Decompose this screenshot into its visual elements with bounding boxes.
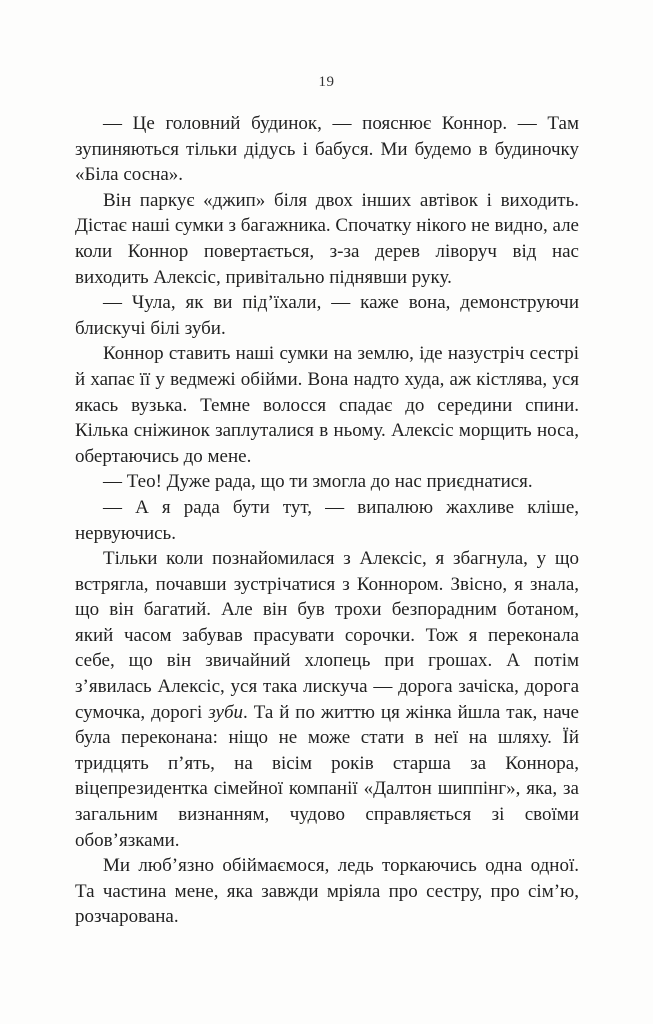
paragraph [75,188,579,290]
text-segment: Він паркує «джип» біля двох інших автівок і виходить. Дістає наші сумки з багажника. Спочатку нікого не видно, але коли Коннор повертається, з-за дерев ліворуч від нас виходить Алексіс, привітально піднявши руку. [75,189,579,288]
text-segment: — А я рада бути тут, — випалюю жахливе кліше, нервуючись. [75,496,579,544]
paragraph [75,111,579,188]
text-segment: — Це головний будинок, — пояснює Коннор. — Там зупиняються тільки дідусь і бабуся. Ми будемо в будиночку «Біла сосна». [75,113,579,186]
paragraph [75,495,579,546]
text-segment: Коннор ставить наші сумки на землю, іде назустріч сестрі й хапає її у ведмежі обійми. Вона надто худа, аж кістлява, уся якась вузька. Темне волосся спадає до середини спини. Кілька сніжинок заплуталися в ньому. Алексіс морщить носа, обертаючись до мене. [75,343,579,467]
italic-text: зуби [208,701,244,723]
paragraph [75,341,579,469]
paragraph [75,290,579,341]
page-number: 19 [318,74,335,90]
paragraph [75,546,579,853]
text-segment: . Та й по життю ця жінка йшла так, наче була переконана: ніщо не може стати в неї на шляху. Їй тридцять п’ять, на вісім років старша за Коннора, віцепрезидентка сімейної компанії «Далтон шиппінг», яка, за загальним визнанням, чудово справляється зі своїми обов’язками. [75,701,579,851]
text-block [75,111,579,930]
paragraph [75,853,579,930]
text-segment: Тільки коли познайомилася з Алексіс, я збагнула, у що встрягла, почавши зустрічатися з Коннором. Звісно, я знала, що він багатий. Але він був трохи безпорадним ботаном, який часом забував прасувати сорочки. Тож я переконала себе, що він звичайний хлопець при грошах. А потім з’явилась Алексіс, уся така лискуча — дорога зачіска, дорога сумочка, дорогі [75,548,579,723]
text-segment: Ми люб’язно обіймаємося, ледь торкаючись одна одної. Та частина мене, яка завжди мріяла про сестру, про сім’ю, розчарована. [75,855,579,928]
paragraph [75,469,579,495]
text-segment: — Тео! Дуже рада, що ти змогла до нас приєднатися. [103,471,533,493]
text-segment: — Чула, як ви під’їхали, — каже вона, демонструючи блискучі білі зуби. [75,292,579,339]
